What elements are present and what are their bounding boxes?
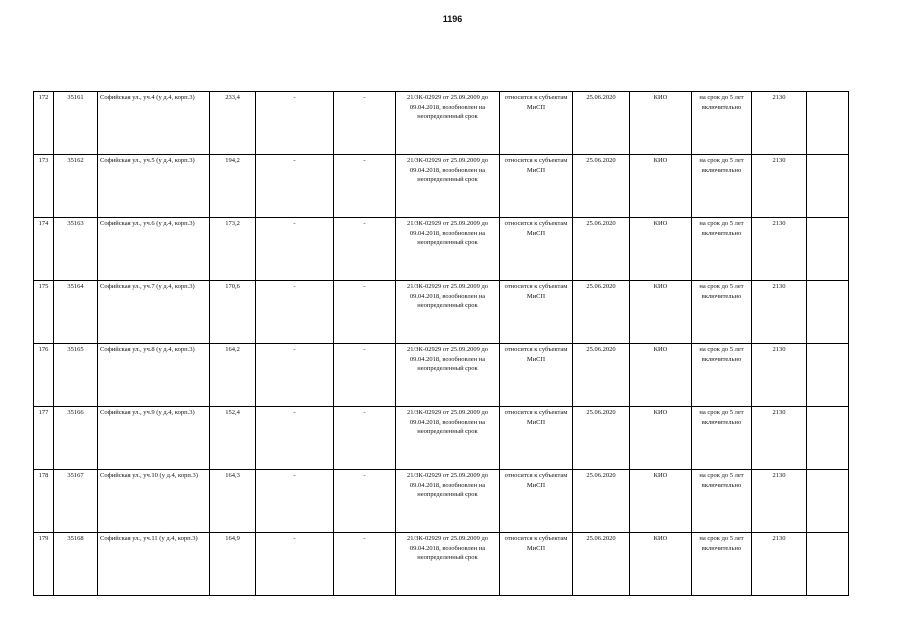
year-cell: 2130 bbox=[752, 281, 807, 344]
row-number-cell: 172 bbox=[34, 92, 54, 155]
document-cell: 21/ЗК-02929 от 25.09.2009 до 09.04.2018, возобновлен на неопределенный срок bbox=[396, 92, 500, 155]
object-code-cell: 35168 bbox=[54, 533, 98, 596]
area-cell: 173,2 bbox=[210, 218, 256, 281]
row-number-cell: 173 bbox=[34, 155, 54, 218]
category-cell: относится к субъектам МиСП bbox=[500, 533, 573, 596]
date-cell: 25.06.2020 bbox=[573, 92, 630, 155]
category-cell: относится к субъектам МиСП bbox=[500, 281, 573, 344]
row-number-cell: 178 bbox=[34, 470, 54, 533]
organization-cell: КИО bbox=[630, 470, 692, 533]
organization-cell: КИО bbox=[630, 533, 692, 596]
table-row bbox=[34, 155, 849, 218]
object-code-cell: 35161 bbox=[54, 92, 98, 155]
document-cell: 21/ЗК-02929 от 25.09.2009 до 09.04.2018, возобновлен на неопределенный срок bbox=[396, 344, 500, 407]
address-cell: Софийская ул., уч.10 (у д.4, корп.3) bbox=[98, 470, 210, 533]
address-cell: Софийская ул., уч.6 (у д.4, корп.3) bbox=[98, 218, 210, 281]
area-cell: 164,3 bbox=[210, 470, 256, 533]
empty-cell bbox=[807, 155, 849, 218]
year-cell: 2130 bbox=[752, 155, 807, 218]
address-cell: Софийская ул., уч.4 (у д.4, корп.3) bbox=[98, 92, 210, 155]
category-cell: относится к субъектам МиСП bbox=[500, 344, 573, 407]
term-cell: на срок до 5 лет включительно bbox=[692, 92, 752, 155]
area-cell: 194,2 bbox=[210, 155, 256, 218]
address-cell: Софийская ул., уч.7 (у д.4, корп.3) bbox=[98, 281, 210, 344]
row-number-cell: 176 bbox=[34, 344, 54, 407]
dash-cell: - bbox=[256, 281, 334, 344]
document-cell: 21/ЗК-02929 от 25.09.2009 до 09.04.2018, возобновлен на неопределенный срок bbox=[396, 407, 500, 470]
organization-cell: КИО bbox=[630, 92, 692, 155]
date-cell: 25.06.2020 bbox=[573, 407, 630, 470]
dash-cell: - bbox=[334, 281, 396, 344]
object-code-cell: 35163 bbox=[54, 218, 98, 281]
term-cell: на срок до 5 лет включительно bbox=[692, 407, 752, 470]
object-code-cell: 35167 bbox=[54, 470, 98, 533]
page-number: 1196 bbox=[442, 14, 463, 24]
object-code-cell: 35166 bbox=[54, 407, 98, 470]
term-cell: на срок до 5 лет включительно bbox=[692, 533, 752, 596]
table-row bbox=[34, 470, 849, 533]
dash-cell: - bbox=[256, 155, 334, 218]
term-cell: на срок до 5 лет включительно bbox=[692, 155, 752, 218]
row-number-cell: 179 bbox=[34, 533, 54, 596]
dash-cell: - bbox=[334, 470, 396, 533]
category-cell: относится к субъектам МиСП bbox=[500, 92, 573, 155]
document-cell: 21/ЗК-02929 от 25.09.2009 до 09.04.2018, возобновлен на неопределенный срок bbox=[396, 470, 500, 533]
empty-cell bbox=[807, 470, 849, 533]
area-cell: 164,9 bbox=[210, 533, 256, 596]
term-cell: на срок до 5 лет включительно bbox=[692, 344, 752, 407]
date-cell: 25.06.2020 bbox=[573, 155, 630, 218]
table-row bbox=[34, 407, 849, 470]
row-number-cell: 177 bbox=[34, 407, 54, 470]
organization-cell: КИО bbox=[630, 155, 692, 218]
empty-cell bbox=[807, 344, 849, 407]
area-cell: 233,4 bbox=[210, 92, 256, 155]
category-cell: относится к субъектам МиСП bbox=[500, 218, 573, 281]
dash-cell: - bbox=[334, 407, 396, 470]
term-cell: на срок до 5 лет включительно bbox=[692, 218, 752, 281]
table-row bbox=[34, 281, 849, 344]
dash-cell: - bbox=[334, 218, 396, 281]
area-cell: 164,2 bbox=[210, 344, 256, 407]
document-cell: 21/ЗК-02929 от 25.09.2009 до 09.04.2018, возобновлен на неопределенный срок bbox=[396, 281, 500, 344]
table-row bbox=[34, 344, 849, 407]
dash-cell: - bbox=[334, 533, 396, 596]
empty-cell bbox=[807, 281, 849, 344]
area-cell: 152,4 bbox=[210, 407, 256, 470]
term-cell: на срок до 5 лет включительно bbox=[692, 281, 752, 344]
row-number-cell: 174 bbox=[34, 218, 54, 281]
address-cell: Софийская ул., уч.8 (у д.4, корп.3) bbox=[98, 344, 210, 407]
document-cell: 21/ЗК-02929 от 25.09.2009 до 09.04.2018, возобновлен на неопределенный срок bbox=[396, 533, 500, 596]
object-code-cell: 35164 bbox=[54, 281, 98, 344]
date-cell: 25.06.2020 bbox=[573, 470, 630, 533]
year-cell: 2130 bbox=[752, 470, 807, 533]
dash-cell: - bbox=[334, 344, 396, 407]
table-row bbox=[34, 218, 849, 281]
area-cell: 170,6 bbox=[210, 281, 256, 344]
empty-cell bbox=[807, 533, 849, 596]
dash-cell: - bbox=[256, 344, 334, 407]
year-cell: 2130 bbox=[752, 218, 807, 281]
organization-cell: КИО bbox=[630, 407, 692, 470]
address-cell: Софийская ул., уч.9 (у д.4, корп.3) bbox=[98, 407, 210, 470]
organization-cell: КИО bbox=[630, 218, 692, 281]
registry-table bbox=[33, 91, 849, 596]
empty-cell bbox=[807, 407, 849, 470]
dash-cell: - bbox=[256, 218, 334, 281]
category-cell: относится к субъектам МиСП bbox=[500, 155, 573, 218]
dash-cell: - bbox=[256, 470, 334, 533]
empty-cell bbox=[807, 92, 849, 155]
date-cell: 25.06.2020 bbox=[573, 218, 630, 281]
row-number-cell: 175 bbox=[34, 281, 54, 344]
empty-cell bbox=[807, 218, 849, 281]
organization-cell: КИО bbox=[630, 344, 692, 407]
term-cell: на срок до 5 лет включительно bbox=[692, 470, 752, 533]
address-cell: Софийская ул., уч.5 (у д.4, корп.3) bbox=[98, 155, 210, 218]
dash-cell: - bbox=[334, 155, 396, 218]
table-row bbox=[34, 533, 849, 596]
registry-table-body bbox=[34, 92, 849, 596]
object-code-cell: 35165 bbox=[54, 344, 98, 407]
document-cell: 21/ЗК-02929 от 25.09.2009 до 09.04.2018, возобновлен на неопределенный срок bbox=[396, 155, 500, 218]
dash-cell: - bbox=[256, 92, 334, 155]
table-row bbox=[34, 92, 849, 155]
date-cell: 25.06.2020 bbox=[573, 344, 630, 407]
date-cell: 25.06.2020 bbox=[573, 533, 630, 596]
dash-cell: - bbox=[334, 92, 396, 155]
year-cell: 2130 bbox=[752, 533, 807, 596]
document-cell: 21/ЗК-02929 от 25.09.2009 до 09.04.2018, возобновлен на неопределенный срок bbox=[396, 218, 500, 281]
dash-cell: - bbox=[256, 533, 334, 596]
year-cell: 2130 bbox=[752, 407, 807, 470]
year-cell: 2130 bbox=[752, 92, 807, 155]
year-cell: 2130 bbox=[752, 344, 807, 407]
address-cell: Софийская ул., уч.11 (у д.4, корп.3) bbox=[98, 533, 210, 596]
date-cell: 25.06.2020 bbox=[573, 281, 630, 344]
object-code-cell: 35162 bbox=[54, 155, 98, 218]
category-cell: относится к субъектам МиСП bbox=[500, 407, 573, 470]
dash-cell: - bbox=[256, 407, 334, 470]
organization-cell: КИО bbox=[630, 281, 692, 344]
category-cell: относится к субъектам МиСП bbox=[500, 470, 573, 533]
